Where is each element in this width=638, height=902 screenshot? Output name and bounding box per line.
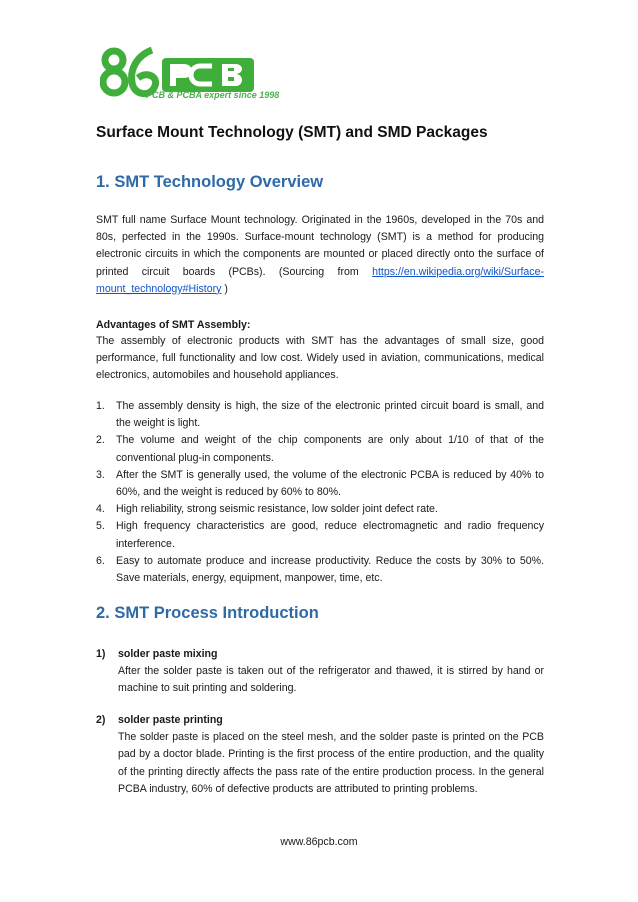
footer-url: www.86pcb.com [280,836,358,848]
step-title: solder paste printing [118,714,223,726]
link-closing: ) [221,282,228,295]
process-step [96,646,544,698]
list-item: 1. The assembly density is high, the size of the electronic printed circuit board is small, and the weight is light. [96,400,544,430]
document-title: Surface Mount Technology (SMT) and SMD Packages [96,124,488,141]
advantages-heading: Advantages of SMT Assembly: [96,319,251,331]
advantages-list [96,398,544,587]
section-heading: 1. SMT Technology Overview [96,173,324,191]
logo-tagline: PCB & PCBA expert since 1998 [146,90,280,100]
list-item: 6. Easy to automate produce and increase productivity. Reduce the costs by 30% to 50%. Save materials, energy, equipment, manpower, time, etc. [96,554,544,585]
section-heading: 2. SMT Process Introduction [96,604,319,622]
intro-text: SMT full name Surface Mount technology. Originated in the 1960s, developed in the 70s and 80s, perfected in the 1990s. Surface-mount technology (SMT) is a method for producing electronic circuits in which the components are mounted or placed directly onto the surface of printed circuit boards (PCBs). (Sourcing from [96,214,544,278]
advantages-paragraph: The assembly of electronic products with SMT has the advantages of small size, good performance, full functionality and low cost. Widely used in aviation, communications, medical electronics, automobiles and household appliances. [96,335,544,382]
list-item: 3. After the SMT is generally used, the volume of the electronic PCBA is reduced by 40% to 60%, and the weight is reduced by 60% to 80%. [96,468,544,499]
list-item: 4. High reliability, strong seismic resistance, low solder joint defect rate. [96,503,438,516]
step-body: The solder paste is placed on the steel mesh, and the solder paste is printed on the PCB pad by a doctor blade. Printing is the first process of the entire production, and the quality of the printing directly affects the pass rate of the entire production process. In the general PCBA industry, 60% of defective products are attributed to printing problems. [118,731,544,795]
step-number: 2) [96,714,106,726]
list-item: 5. High frequency characteristics are good, reduce electromagnetic and radio frequency interference. [96,520,544,550]
step-title: solder paste mixing [118,648,218,660]
list-item: 2. The volume and weight of the chip components are only about 1/10 of that of the conventional plug-in components. [96,434,544,464]
step-number: 1) [96,648,106,660]
step-body: After the solder paste is taken out of the refrigerator and thawed, it is stirred by hand or machine to suit printing and soldering. [118,665,544,695]
intro-paragraph [96,212,544,298]
process-step [96,712,544,798]
wikipedia-link[interactable]: https://en.wikipedia.org/wiki/Surface-mount_technology#History [96,265,544,295]
